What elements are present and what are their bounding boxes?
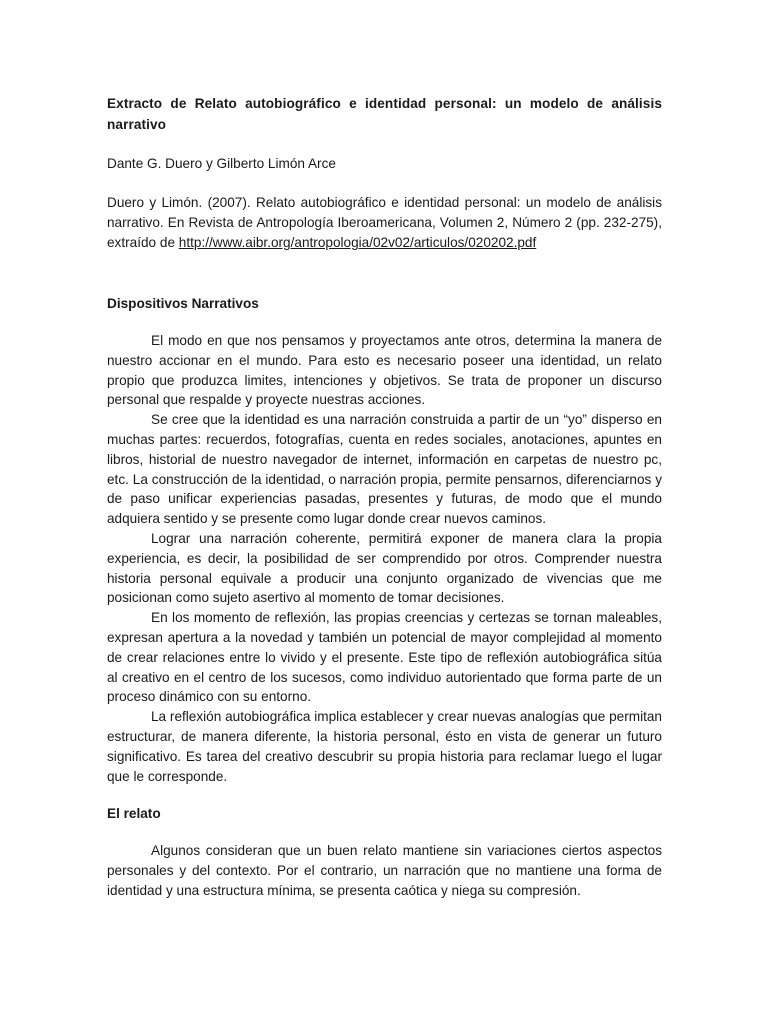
document-authors: Dante G. Duero y Gilberto Limón Arce [107,156,336,171]
paragraph: La reflexión autobiográfica implica establecer y crear nuevas analogías que permitan estructurar, de manera diferente, la historia personal, ésto en vista de generar un futuro significativo. Es tarea del creativo descubrir su propia historia para reclamar luego el lugar que le corresponde. [107,709,662,784]
paragraph: Algunos consideran que un buen relato mantiene sin variaciones ciertos aspectos personales y del contexto. Por el contrario, un narración que no mantiene una forma de identidad y una estructura mínima, se presenta caótica y niega su compresión. [107,843,662,898]
section-body-el-relato [107,841,662,900]
section-heading-el-relato: El relato [107,806,161,822]
document-title: Extracto de Relato autobiográfico e identidad personal: un modelo de análisis narrativo [107,96,662,132]
section-heading-dispositivos-narrativos: Dispositivos Narrativos [107,296,259,311]
paragraph: Lograr una narración coherente, permitirá exponer de manera clara la propia experiencia, es decir, la posibilidad de ser comprendido por otros. Comprender nuestra historia personal equivale a producir una conjunto organizado de vivencias que me posicionan como sujeto asertivo al momento de tomar decisiones. [107,530,662,606]
citation [107,193,662,253]
section-body-dispositivos-narrativos [107,331,662,786]
paragraph: En los momento de reflexión, las propias creencias y certezas se tornan maleables, expresan apertura a la novedad y también un potencial de mayor complejidad al momento de crear relaciones entre lo vivido y el presente. Este tipo de reflexión autobiográfica sitúa al creativo en el centro de los sucesos, como individuo autorientado que forma parte de un proceso dinámico con su entorno. [107,610,662,705]
citation-link[interactable]: http://www.aibr.org/antropologia/02v02/articulos/020202.pdf [178,235,537,250]
paragraph: El modo en que nos pensamos y proyectamos ante otros, determina la manera de nuestro accionar en el mundo. Para esto es necesario poseer una identidad, un relato propio que produzca limites, intenciones y objetivos. Se trata de proponer un discurso personal que respalde y proyecte nuestras acciones. [107,333,662,408]
citation-text: Duero y Limón. (2007). Relato autobiográfico e identidad personal: un modelo de análisis narrativo. En Revista de Antropología Iberoamericana, Volumen 2, Número 2 (pp. 232-275), extraído de [107,195,662,250]
paragraph: Se cree que la identidad es una narración construida a partir de un “yo” disperso en muchas partes: recuerdos, fotografías, cuenta en redes sociales, anotaciones, apuntes en libros, historial de nuestro navegador de internet, información en carpetas de nuestro pc, etc. La construcción de la identidad, o narración propia, permite pensarnos, diferenciarnos y de paso unificar experiencias pasadas, presentes y futuras, de modo que el mundo adquiera sentido y se presente como lugar donde crear nuevos caminos. [107,412,662,527]
